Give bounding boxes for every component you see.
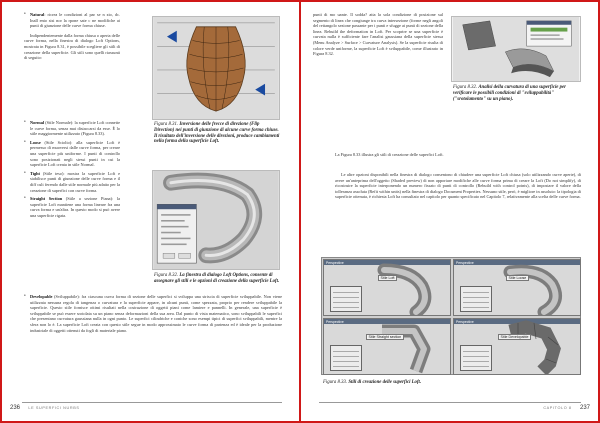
bullet-developable-text: (Sviluppabile): fra ciascuna curva forma di sezione delle superfici si sviluppa una striscia di superficie sviluppabile. Non viene utilizzata nessuna regola di tangenza o curvatura e la superficie appare, in alcuni punti, come spezzata, proprio per rendere sviluppabile la superficie. Questo stile fornisce ottimi risultati nella costruzione di oggetti piani come lamiere e pannelli. In generale, una superficie è sviluppabile se può essere srotolata su un piano senza deformazioni della sua area. Dal punto di vista matematico, sono sviluppabili le superfici che presentano curvatura gaussiana nulla in ogni punto. Le superfici cilindriche e coniche sono esempi tipici di superfici sviluppabili, mentre la sfera non lo è. La superficie Loft creata con questo stile segue in modo approssimato le curve forma di partenza ed è ideale per la produzione industriale di oggetti ottenuti da fogli di materiale piano. bbox=[30, 294, 282, 333]
left-bottom-text bbox=[24, 294, 282, 333]
term-straight-section: Straight Section bbox=[30, 196, 63, 202]
term-normal: Normal bbox=[30, 120, 45, 125]
caption-curvature-number: Figura 8.32. bbox=[453, 85, 478, 90]
left-column-top bbox=[24, 12, 120, 64]
fig-833-reference: La Figura 8.33 illustra gli stili di creazione delle superfici Loft. bbox=[335, 152, 444, 157]
caption-8-32-number: Figura 8.32. bbox=[154, 273, 179, 278]
panel-stile-loose bbox=[453, 259, 581, 316]
right-page bbox=[300, 0, 600, 423]
figure-8-32-image bbox=[152, 170, 280, 270]
panel-title: Perspective bbox=[456, 260, 474, 265]
bullet-straight-text: (Stile a sezione Piana): la superficie Loft mantiene una forma lineare fra una curva forma e un'altra. In questo modo si può avere una superficie rigata. bbox=[30, 196, 120, 218]
left-page-number: 236 bbox=[10, 405, 21, 411]
panel-dialog bbox=[330, 345, 362, 371]
bullet-natural bbox=[24, 12, 120, 29]
left-footer bbox=[10, 405, 79, 411]
panel-label-stile-loose: Stile Loose bbox=[506, 275, 529, 281]
bullet-straight bbox=[24, 196, 120, 218]
caption-curvature-text: Analisi della curvatura di una superficie per verificare le possibili condizioni di "sviluppabilità" ("srotolamento" su un piano). bbox=[453, 85, 567, 102]
bullet-normal-text: (Stile Normale): la superficie Loft connette le curve forma, senza mai distaccarsi da esse. È lo stile maggiormente utilizzato (Figura 8.33). bbox=[30, 120, 120, 137]
loft-options-illustration bbox=[153, 171, 279, 269]
caption-curvature bbox=[453, 85, 581, 102]
curvature-analysis-illustration bbox=[452, 17, 580, 81]
para-intro: Indipendentemente dalla forma chiusa o aperta delle curve forma, nella finestra di dialogo Loft Options, mostrata in Figura 8.31, è possibile scegliere gli stili di creazione della superficie. Gli stili sono quelli riassunti di seguito: bbox=[24, 32, 120, 61]
term-tight: Tight bbox=[30, 170, 40, 176]
panel-title: Perspective bbox=[326, 319, 344, 324]
right-footer bbox=[543, 405, 590, 411]
caption-8-33-text: Stili di creazione delle superfici Loft. bbox=[348, 380, 422, 385]
right-footer-rule bbox=[319, 402, 581, 403]
vase-illustration bbox=[153, 17, 279, 119]
term-loose: Loose bbox=[30, 139, 41, 145]
figure-curvature-image bbox=[451, 16, 581, 82]
figure-8-31-image bbox=[152, 16, 280, 120]
bullet-loose bbox=[24, 140, 120, 168]
caption-8-31 bbox=[154, 122, 280, 145]
panel-dialog bbox=[460, 286, 492, 312]
right-page-number: 237 bbox=[579, 405, 590, 411]
term-natural: Natural bbox=[30, 12, 45, 17]
caption-8-33 bbox=[323, 380, 573, 386]
left-running-head: LE SUPERFICI NURBS bbox=[28, 406, 80, 410]
caption-8-31-number: Figura 8.31. bbox=[154, 122, 179, 127]
bullet-tight bbox=[24, 171, 120, 193]
bullet-normal bbox=[24, 120, 120, 137]
caption-8-31-text: Inversione delle frecce di direzione (Flip Direction) nei punti di giunzione di alcune curve forma chiuse. Il risultato dell'inversione delle direzioni, produce cambiamenti nella forma della superficie Loft. bbox=[154, 122, 280, 145]
panel-label-stile-developable: Stile Developable bbox=[498, 334, 531, 340]
panel-title: Perspective bbox=[326, 260, 344, 265]
right-top-text: punti di mo uante. Il sodda? atta la sola condizione di posizione sul segmento di linea che congiunge tra curva intersezione (forme negli angoli del rettangolo sezione passante per i punti e sfugge ai punti di sezione della linea. Rebuild the deformation in Loft. Per scoprire se una superficie è curvata nulla è sufficiente fare l'analisi gaussiana della superficie stessa (Menu Analyze > Surface > Curvature Analysis). Se la superficie risulta di colore verde uniforme, la superficie Loft è sviluppabile, come illustrato in Figura 8.32. bbox=[313, 12, 443, 57]
bullet-natural-text: : ricrea le condizioni al par se n zio, dc. Inall ento sisi nor la rpone sate c ne modifiche ai punti di giunzione delle curve forma chiuse. bbox=[30, 12, 120, 29]
panel-title: Perspective bbox=[456, 319, 474, 324]
term-developable: Developable bbox=[30, 294, 53, 299]
figure-8-33-image bbox=[321, 257, 581, 375]
panel-label-stile-loft: Stile Loft bbox=[378, 275, 397, 281]
left-footer-rule bbox=[22, 402, 282, 403]
caption-8-33-number: Figura 8.33. bbox=[323, 380, 348, 385]
caption-8-32 bbox=[154, 273, 280, 285]
bullet-loose-text: (Stile Sciolto): alla superficie Loft è permesso di muoversi dalle curve forma, per creare una superficie più uniforme. I punti di controllo sono posizionati negli stessi punti in cui la superficie Loft creata in stile Normal. bbox=[30, 139, 120, 168]
panel-stile-straight bbox=[323, 318, 451, 375]
bullet-developable bbox=[24, 294, 282, 333]
para-options: Le altre opzioni disponibili nella finestra di dialogo consentono di chiudere una superficie Loft chiusa (solo utilizzando curve aperte), di avere un'anteprima dell'oggetto (Shaded preview) di non apportare modifiche alle curve forma prima di creare la Loft (Do not simplify), di ricostruire la superficie interponendo un numero fissato di punti di controllo (Rebuild with control points), di impostare il valore della tolleranza assoluta (Refit within units) nella finestra di dialogo Document Properties. Nessuno stile, però, è migliore in assoluto: la tipologia di superficie ottenuta, è richiesta Loft ha consultato nel capitolo per quanto specificato nel Capitolo 7, relativamente alla scelta delle curve forma. bbox=[335, 172, 581, 200]
panel-stile-developable bbox=[453, 318, 581, 375]
caption-8-32-text: La finestra di dialogo Loft Options, consente di assegnare gli stili e le opzioni di creazione della superficie Loft. bbox=[154, 273, 280, 284]
bullet-tight-text: (Stile teso): mostra la superficie Loft e stabilisce punti di giunzione delle curve forma e il diff cult ferendo dalle stile normale più adatto per la creazione di superfici con curve forma. bbox=[30, 170, 120, 193]
panel-label-stile-straight: Stile Straight section bbox=[366, 334, 404, 340]
right-running-head: CAPITOLO 8 bbox=[543, 406, 572, 410]
panel-dialog bbox=[330, 286, 362, 312]
panel-stile-loft bbox=[323, 259, 451, 316]
panel-dialog bbox=[460, 345, 492, 371]
left-column-bullets bbox=[24, 120, 120, 219]
